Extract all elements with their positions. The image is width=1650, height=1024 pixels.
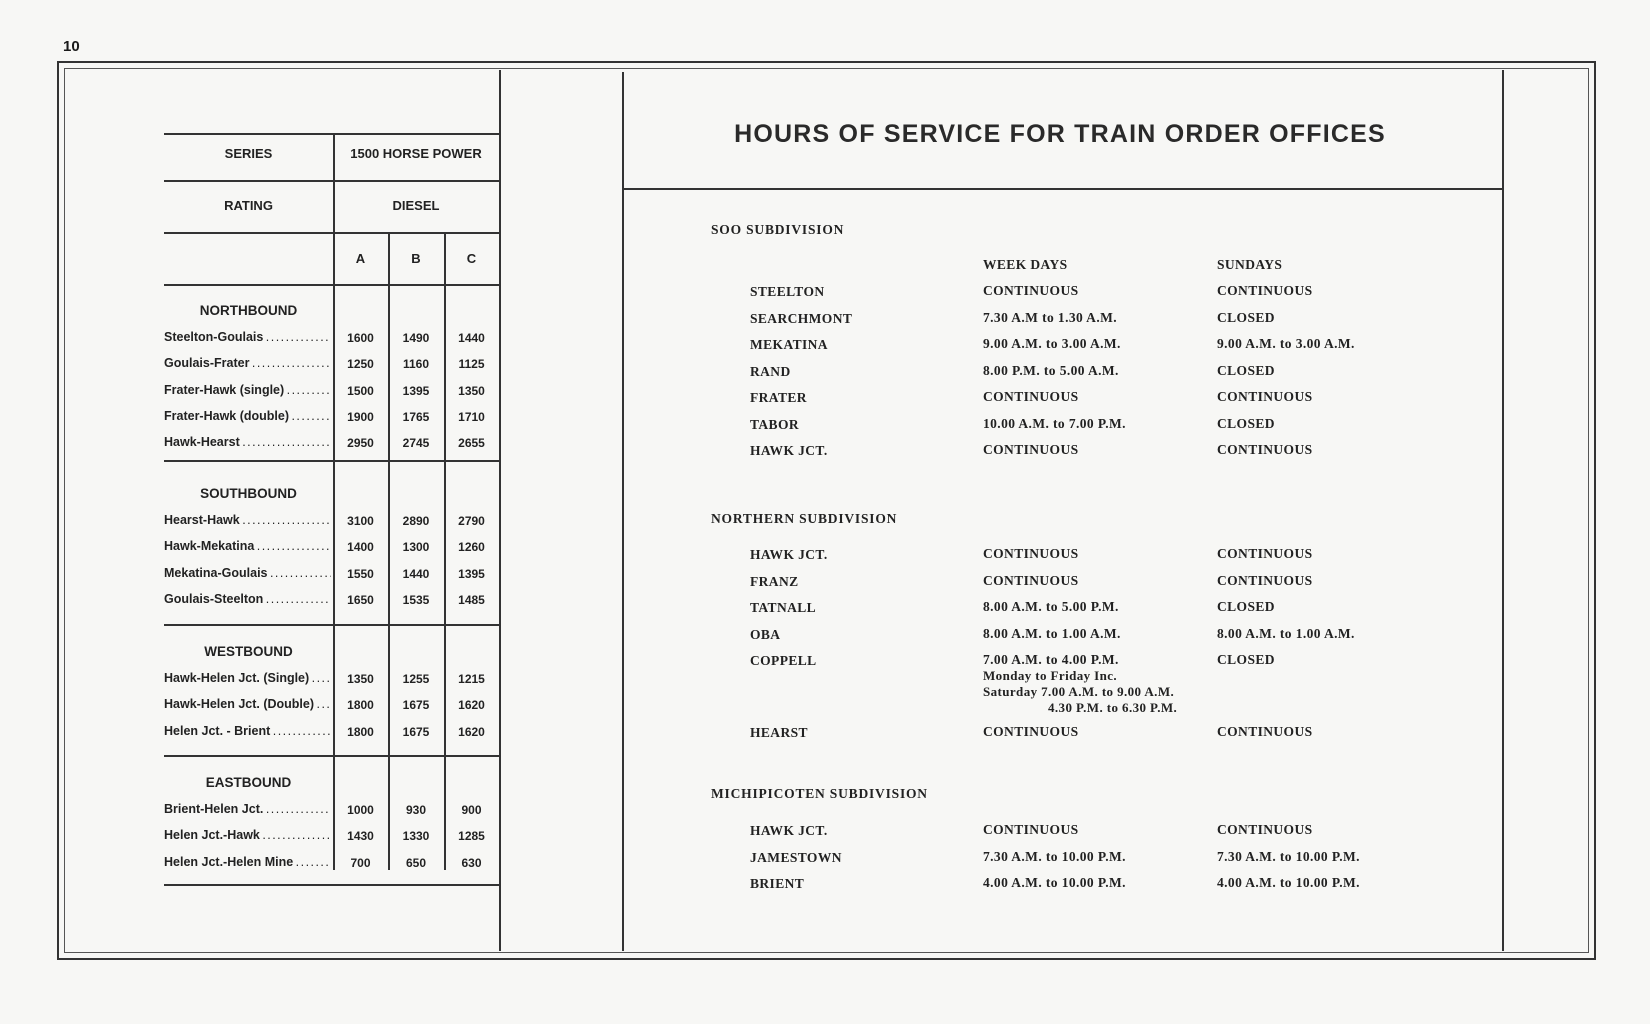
weekdays-hours: Saturday 7.00 A.M. to 9.00 A.M.: [983, 684, 1175, 699]
page-number: 10: [63, 38, 80, 55]
column-header-b: B: [411, 251, 421, 266]
row-value-c: 1485: [458, 592, 485, 607]
station-name: FRANZ: [750, 573, 799, 589]
row-value-a: 1350: [347, 672, 374, 686]
row-value-c: 1125: [458, 357, 485, 372]
sundays-header: SUNDAYS: [1217, 257, 1283, 272]
weekdays-hours: 7.00 A.M. to 4.00 P.M.: [983, 652, 1119, 667]
row-value-b: 2745: [402, 436, 430, 451]
station-name: TABOR: [750, 416, 800, 432]
row-value-b: 1490: [402, 331, 430, 345]
weekdays-hours: CONTINUOUS: [983, 822, 1079, 837]
section-title: NORTHBOUND: [199, 303, 298, 318]
row-value-c: 1620: [458, 698, 485, 713]
row-value-c: 1350: [458, 383, 485, 398]
weekdays-hours: 10.00 A.M. to 7.00 P.M.: [983, 415, 1126, 431]
row-value-c: 1285: [458, 829, 485, 844]
section-title: EASTBOUND: [205, 775, 292, 790]
sundays-hours: CONTINUOUS: [1217, 442, 1313, 457]
row-value-a: 1600: [347, 331, 374, 345]
row-value-b: 650: [405, 855, 427, 870]
row-value-c: 2790: [458, 514, 485, 528]
weekdays-hours: Monday to Friday Inc.: [983, 668, 1118, 683]
row-name: Helen Jct.-Hawk . . .: [164, 828, 331, 842]
sundays-hours: CONTINUOUS: [1217, 724, 1313, 739]
table-rule: [164, 180, 499, 182]
weekdays-hours: CONTINUOUS: [983, 442, 1079, 457]
row-value-a: 1400: [347, 540, 374, 555]
row-value-a: 1550: [347, 566, 374, 581]
row-value-b: 1765: [402, 409, 430, 424]
row-value-b: 1255: [402, 672, 430, 686]
row-value-c: 900: [461, 803, 482, 817]
station-name: STEELTON: [750, 284, 825, 299]
row-name: Helen Jct.-Helen Mine . . .: [164, 855, 331, 869]
row-value-b: 1675: [402, 724, 430, 739]
subdivision-title: NORTHERN SUBDIVISION: [711, 511, 898, 526]
sundays-hours: 9.00 A.M. to 3.00 A.M.: [1217, 336, 1355, 351]
sundays-hours: CONTINUOUS: [1217, 389, 1313, 404]
table-rule: [164, 133, 499, 135]
sundays-hours: CLOSED: [1217, 415, 1275, 431]
weekdays-hours: 4.30 P.M. to 6.30 P.M.: [1048, 700, 1178, 715]
row-value-c: 630: [461, 855, 482, 870]
row-value-a: 1500: [347, 383, 374, 398]
row-value-a: 1800: [347, 724, 374, 739]
weekdays-hours: 8.00 A.M. to 1.00 A.M.: [983, 625, 1121, 641]
subdivision-title: MICHIPICOTEN SUBDIVISION: [711, 786, 928, 801]
row-value-c: 1440: [458, 331, 485, 345]
section-rule: [164, 755, 499, 757]
sundays-hours: CONTINUOUS: [1217, 283, 1313, 298]
sundays-hours: 4.00 A.M. to 10.00 P.M.: [1217, 875, 1360, 890]
station-name: MEKATINA: [750, 337, 828, 352]
row-value-c: 1260: [458, 540, 485, 555]
row-value-b: 1535: [402, 592, 430, 607]
row-name: Goulais-Frater . . .: [164, 356, 331, 370]
row-name: Frater-Hawk (double) . . .: [164, 409, 331, 423]
weekdays-hours: 9.00 A.M. to 3.00 A.M.: [983, 336, 1121, 351]
sundays-hours: CLOSED: [1217, 652, 1275, 667]
row-value-a: 1250: [347, 357, 374, 372]
row-value-a: 1650: [347, 592, 374, 607]
row-name: Hawk-Hearst . . .: [164, 435, 331, 449]
sundays-hours: CONTINUOUS: [1217, 546, 1313, 561]
row-name: Mekatina-Goulais . . .: [164, 566, 331, 580]
right-panel-right-border: [1502, 70, 1504, 951]
weekdays-hours: CONTINUOUS: [983, 572, 1079, 588]
row-value-b: 1160: [402, 357, 430, 372]
table-col-rule: [333, 133, 335, 870]
subdivision-title: SOO SUBDIVISION: [711, 222, 845, 237]
rating-label: RATING: [224, 198, 273, 213]
sundays-hours: CLOSED: [1217, 309, 1275, 325]
row-value-c: 1710: [458, 409, 485, 424]
row-value-b: 2890: [402, 514, 430, 528]
row-value-c: 1620: [458, 724, 485, 739]
station-name: HAWK JCT.: [750, 443, 828, 458]
station-name: BRIENT: [750, 876, 805, 891]
row-value-b: 1300: [402, 540, 430, 555]
row-name: Steelton-Goulais . . .: [164, 330, 331, 344]
section-rule: [164, 884, 499, 886]
weekdays-hours: CONTINUOUS: [983, 283, 1079, 298]
row-name: Frater-Hawk (single) . . .: [164, 383, 331, 397]
sundays-hours: CONTINUOUS: [1217, 822, 1313, 837]
left-panel-divider: [499, 70, 501, 951]
sundays-hours: 7.30 A.M. to 10.00 P.M.: [1217, 848, 1360, 864]
row-name: Hearst-Hawk . . .: [164, 513, 331, 527]
section-rule: [164, 624, 499, 626]
row-value-c: 1395: [458, 566, 485, 581]
row-value-a: 1900: [347, 409, 374, 424]
section-rule: [164, 460, 499, 462]
rating-value: DIESEL: [392, 198, 440, 213]
station-name: RAND: [750, 363, 791, 379]
column-header-c: C: [466, 251, 477, 266]
station-name: OBA: [750, 626, 781, 642]
weekdays-header: WEEK DAYS: [983, 257, 1068, 272]
station-name: FRATER: [750, 390, 807, 405]
weekdays-hours: CONTINUOUS: [983, 724, 1079, 739]
row-name: Goulais-Steelton . . .: [164, 592, 331, 606]
weekdays-hours: 8.00 P.M. to 5.00 A.M.: [983, 362, 1119, 378]
row-value-a: 2950: [347, 436, 374, 451]
row-value-c: 1215: [458, 672, 485, 686]
row-name: Helen Jct. - Brient . . .: [164, 724, 331, 738]
station-name: HAWK JCT.: [750, 823, 828, 838]
sundays-hours: CLOSED: [1217, 362, 1275, 378]
row-name: Brient-Helen Jct. . . .: [164, 802, 331, 816]
column-header-a: A: [355, 251, 366, 266]
sundays-hours: 8.00 A.M. to 1.00 A.M.: [1217, 625, 1355, 641]
series-value: 1500 HORSE POWER: [350, 146, 482, 161]
table-rule: [164, 284, 499, 286]
row-value-b: 1330: [402, 829, 430, 844]
row-value-a: 1000: [347, 803, 374, 817]
table-rule: [164, 232, 499, 234]
station-name: SEARCHMONT: [750, 310, 853, 326]
title-underline: [624, 188, 1502, 190]
weekdays-hours: CONTINUOUS: [983, 546, 1079, 561]
weekdays-hours: CONTINUOUS: [983, 389, 1079, 404]
station-name: JAMESTOWN: [750, 849, 842, 865]
station-name: TATNALL: [750, 600, 817, 615]
row-value-a: 3100: [347, 514, 374, 528]
weekdays-hours: 8.00 A.M. to 5.00 P.M.: [983, 599, 1119, 614]
row-value-a: 1430: [347, 829, 374, 844]
station-name: COPPELL: [750, 653, 817, 668]
row-value-a: 1800: [347, 698, 374, 713]
row-name: Hawk-Helen Jct. (Double) . . .: [164, 697, 331, 711]
weekdays-hours: 7.30 A.M. to 10.00 P.M.: [983, 848, 1126, 864]
row-value-b: 930: [405, 803, 427, 817]
sundays-hours: CONTINUOUS: [1217, 572, 1313, 588]
hours-title: HOURS OF SERVICE FOR TRAIN ORDER OFFICES: [734, 120, 1386, 148]
station-name: HEARST: [750, 725, 808, 740]
row-name: Hawk-Mekatina . . .: [164, 539, 331, 553]
weekdays-hours: 4.00 A.M. to 10.00 P.M.: [983, 875, 1126, 890]
row-value-b: 1395: [402, 383, 430, 398]
section-title: WESTBOUND: [204, 644, 293, 659]
row-value-a: 700: [350, 855, 371, 870]
section-title: SOUTHBOUND: [200, 486, 297, 501]
series-label: SERIES: [224, 146, 273, 161]
row-value-b: 1675: [402, 698, 430, 713]
row-name: Hawk-Helen Jct. (Single) . . .: [164, 671, 331, 685]
row-value-c: 2655: [458, 436, 485, 451]
right-panel-left-border: [622, 72, 624, 951]
weekdays-hours: 7.30 A.M to 1.30 A.M.: [983, 309, 1118, 325]
row-value-b: 1440: [402, 566, 430, 581]
station-name: HAWK JCT.: [750, 547, 828, 562]
sundays-hours: CLOSED: [1217, 599, 1275, 614]
